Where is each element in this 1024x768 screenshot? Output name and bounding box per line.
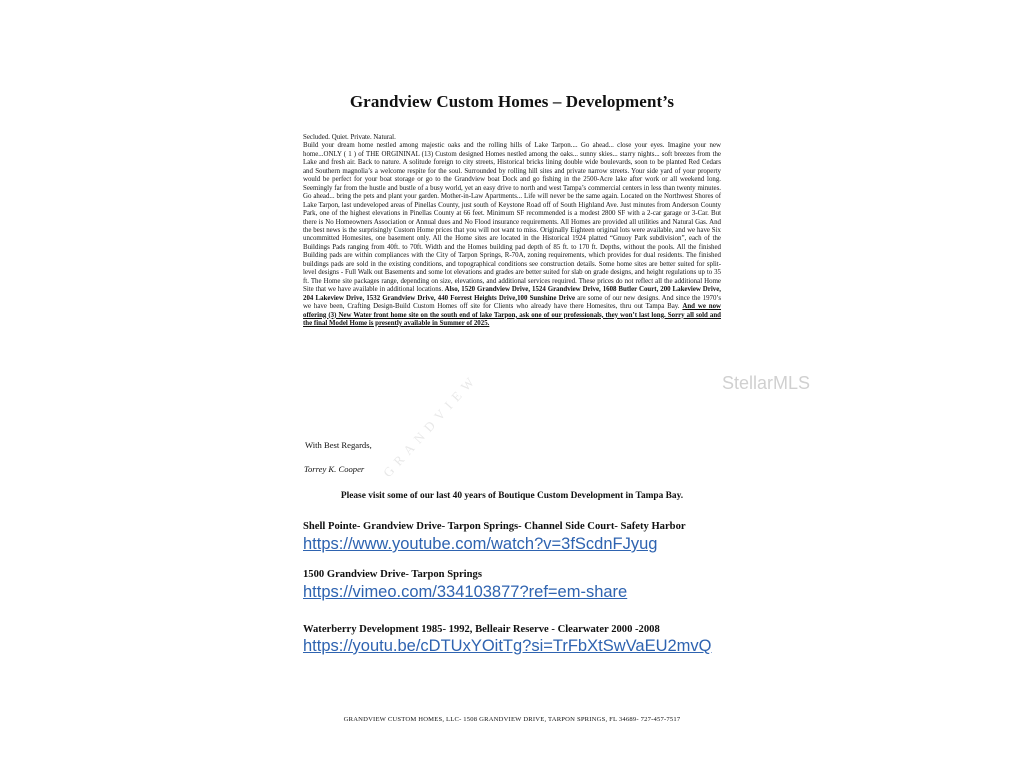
- closing-line: With Best Regards,: [305, 440, 372, 450]
- signature: Torrey K. Cooper: [304, 464, 365, 474]
- link-heading-grandview-drive: 1500 Grandview Drive- Tarpon Springs: [303, 569, 482, 580]
- address-list: Also, 1520 Grandview Drive, 1524 Grandview Drive, 1608 Butler Court, 200 Lakeview Drive, 204 Lakeview Drive, 1532 Grandview Drive, 440 Forrest Heights Drive,100 Sunshine Drive: [303, 286, 721, 302]
- diagonal-watermark: GRANDVIEW: [380, 370, 481, 481]
- body-text: [303, 134, 721, 328]
- description-text: Build your dream home nestled among majestic oaks and the rolling hills of Lake Tarpon.... Go ahead... close your eyes. Imagine your new home...ONLY ( 1 ) of THE ORGININAL (13) Custom designed Homes nestled among the oaks... sunny skies... starry nights... soft breezes from the Lake and fresh air. Back to nature. A solitude foreign to city streets, Historical bricks lining double wide boulevards, soon to be planted Red Cedars and Southern magnolia’s a welcome respite for the soul. Surrounded by rolling hill sites and private narrow streets. Your side yard of your property would be perfect for your boat storage or go to the Grandview boat Dock and go fishing in the 2500-Acre lake after work or all weekend long. Seemingly far from the hustle and bustle of a busy world, yet an easy drive to north and west Tampa’s commercial centers in less than twenty minutes. Go ahead... bring the pets and plant your garden. Mother-in-Law Apartments... Life will never be the same again. Located on the Northwest Shores of Lake Tarpon, last undeveloped areas of Pinellas County, just south of Keystone Road off of South Highland Ave. Just minutes from Anderson County Park, one of the highest elevations in Pinellas County at 66 feet. Minimum SF recommended is a modest 2800 SF with a 2-car garage or 3-Car. But there is No Homeowners Association or Annual dues and No Flood insurance requirements. All Homes are provided all utilities and Natural Gas. And the best news is the surprisingly Custom Home prices that you will not want to miss. Originally Eighteen original lots were available, and we have Six uncommitted Homesites, one basement only. All the Home sites are located in the Historical 1924 platted “Gnuoy Park subdivision”, each of the Buildings Pads ranging from 40ft. to 70ft. Width and the Homes building pad depth of 85 ft. to 170 ft. Depths, without the pools. All the finished Building pads are within compliances with the City of Tarpon Springs, R-70A, zoning requirements, which provides for dual residents. The finished buildings pads are sold in the existing conditions, and topographical conditions see construction details. Some home sites are better suited for split-level designs - Full Walk out Basements and some lot elevations and grades are better suited for slab on grade designs, and height regulations up to 35 ft. The Home site packages range, depending on size, elevations, and additional services required. These prices do not reflect all the additional Home Site that we have available in additional locations.: [303, 142, 721, 294]
- footer-address: GRANDVIEW CUSTOM HOMES, LLC- 1508 GRANDVIEW DRIVE, TARPON SPRINGS, FL 34689- 727-457-7517: [343, 716, 681, 723]
- description-continued: are some of our new designs. And since the 1970’s we have been, Crafting Design-Build Custom Homes off site for Clients who already have there Homesites, thru out Tampa Bay.: [303, 294, 721, 311]
- link-heading-shell-pointe: Shell Pointe- Grandview Drive- Tarpon Springs- Channel Side Court- Safety Harbor: [303, 521, 686, 532]
- vimeo-link[interactable]: https://vimeo.com/334103877?ref=em-share: [303, 583, 628, 601]
- youtube-link[interactable]: https://www.youtube.com/watch?v=3fScdnFJyug: [303, 535, 658, 553]
- youtu-be-link[interactable]: https://youtu.be/cDTUxYOitTg?si=TrFbXtSwVaEU2mvQ: [303, 637, 712, 655]
- description-paragraph: [303, 142, 721, 328]
- waterfront-offer: And we now offering (3) New Water front home site on the south end of lake Tarpon, ask one of our professionals, they won’t last long. Sorry all sold and the final Model Home is presently available in Summer of 2025.: [303, 303, 722, 327]
- visit-heading: Please visit some of our last 40 years of Boutique Custom Development in Tampa Bay.: [340, 491, 684, 501]
- tagline: Secluded. Quiet. Private. Natural.: [303, 134, 396, 141]
- document-title: Grandview Custom Homes – Development’s: [349, 92, 675, 111]
- link-heading-waterberry: Waterberry Development 1985- 1992, Belleair Reserve - Clearwater 2000 -2008: [303, 624, 660, 635]
- mls-watermark: StellarMLS: [722, 373, 811, 393]
